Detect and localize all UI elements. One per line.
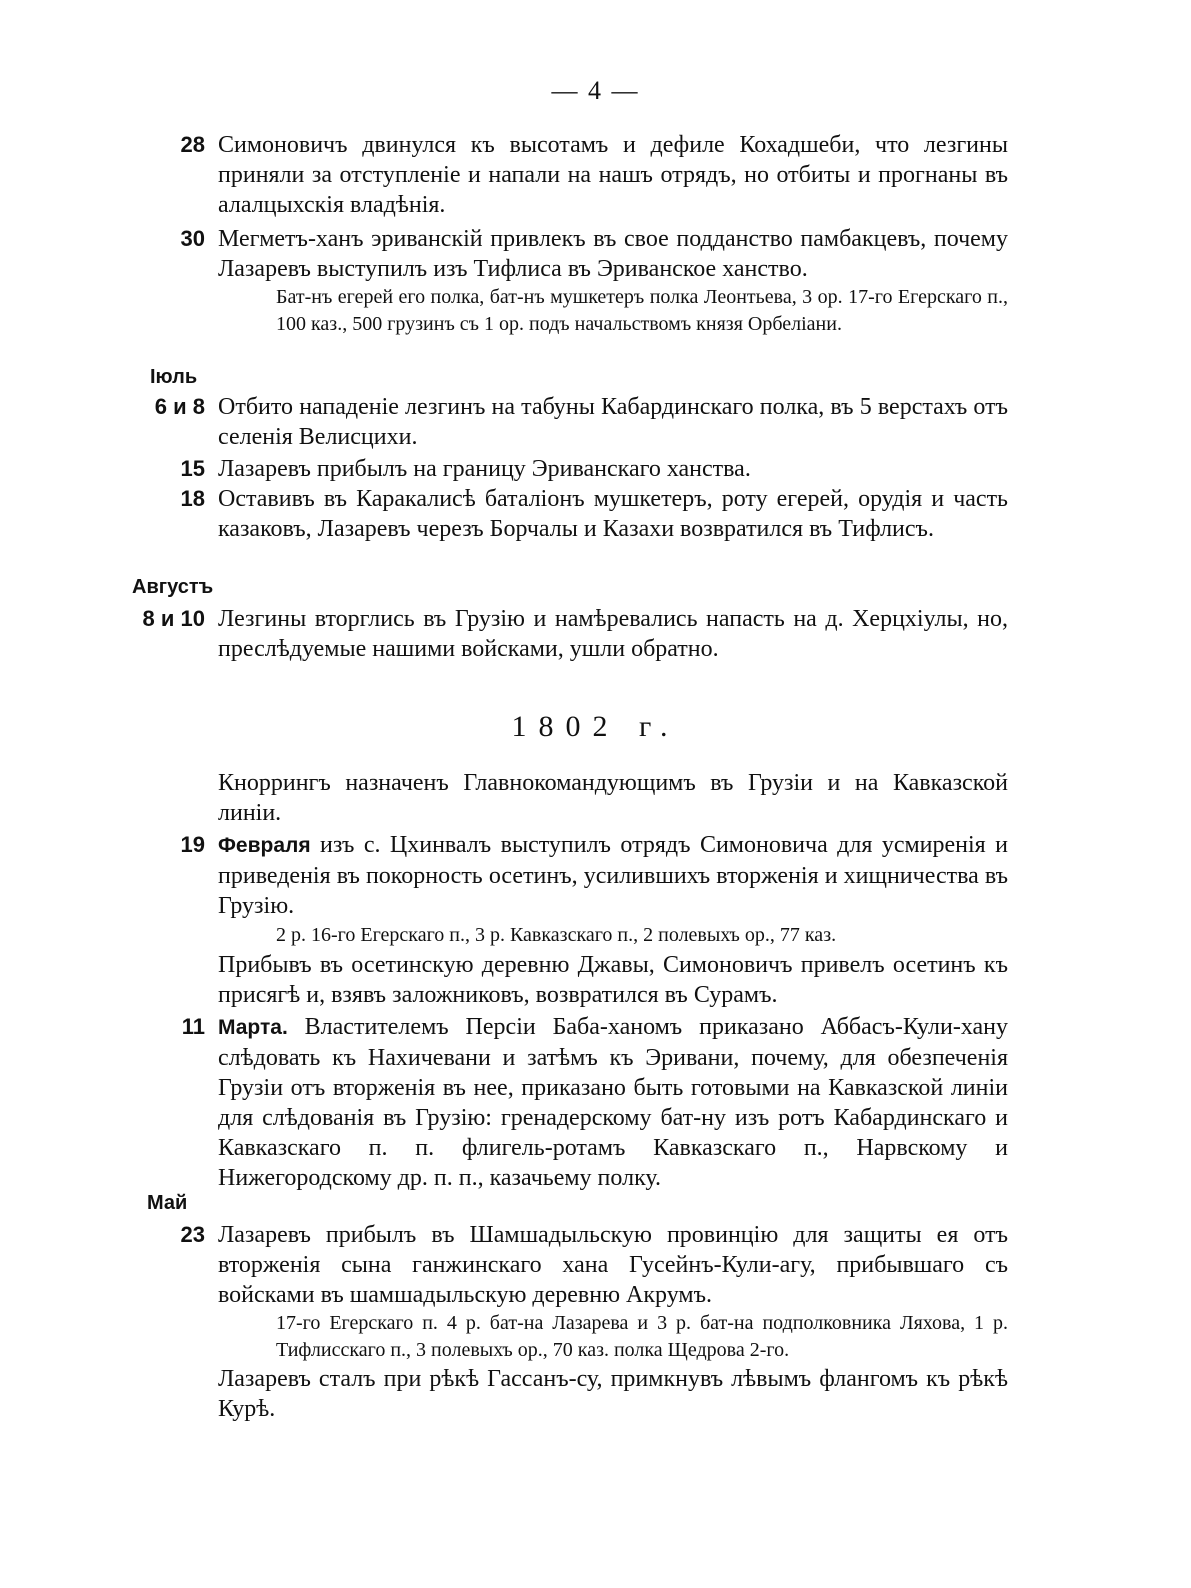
entry-text: Мегметъ-ханъ эриванскій привлекъ въ свое подданство памбакцевъ, почему Лазаревъ выступилъ изъ Тифлиса въ Эриванское ханство. xyxy=(218,226,1008,282)
entry-body: Властителемъ Персіи Баба-ханомъ приказано Аббасъ-Кули-хану слѣдовать къ Нахичевани и затѣмъ къ Эривани, почему, для обезпеченія Грузіи отъ вторженія въ нее, приказано быть готовыми на Кавказской линіи для слѣдованія въ Грузію: гренадерскому бат-ну изъ ротъ Кабардинскаго и Кавказскаго п. п. флигель-ротамъ Кавказскаго п., Нарвскому и Нижегородскому др. п. п., казачьему полку. xyxy=(218,1014,1008,1191)
entry-date: 28 xyxy=(180,132,205,157)
entry-date: 6 и 8 xyxy=(154,394,205,419)
entry-text: Лазаревъ прибылъ въ Шамшадыльскую провинцію для защиты ея отъ вторженія сына ганжинскаго хана Гусейнъ-Кули-агу, прибывшаго съ войсками въ шамшадыльскую деревню Акрумъ. xyxy=(218,1222,1008,1308)
entry-text: Отбито нападеніе лезгинъ на табуны Кабардинскаго полка, въ 5 верстахъ отъ селенія Велисцихи. xyxy=(218,394,1008,450)
month-name: Марта. xyxy=(218,1016,288,1039)
year-heading: 1802 г. xyxy=(511,710,680,743)
entry-date: 15 xyxy=(180,456,205,481)
entry-date: 23 xyxy=(180,1222,205,1247)
entry-note: Бат-нъ егерей его полка, бат-нъ мушкетеръ полка Леонтьева, 3 ор. 17-го Егерскаго п., 100 каз., 500 грузинъ съ 1 ор. подъ начальствомъ князя Орбеліани. xyxy=(276,286,1008,335)
entry-text: Оставивъ въ Каракалисѣ баталіонъ мушкетеръ, роту егерей, орудія и часть казаковъ, Лазаревъ черезъ Борчалы и Казахи возвратился въ Тифлисъ. xyxy=(218,486,1008,542)
entry-text: Прибывъ въ осетинскую деревню Джавы, Симоновичъ привелъ осетинъ къ присягѣ и, взявъ заложниковъ, возвратился въ Сурамъ. xyxy=(218,952,1008,1008)
month-label: Іюль xyxy=(150,366,198,388)
entry-date: 11 xyxy=(181,1014,205,1039)
entry-body: изъ с. Цхинвалъ выступилъ отрядъ Симоновича для усмиренія и приведенія въ покорность осетинъ, усилившихъ вторженія и хищничества въ Грузію. xyxy=(218,832,1008,919)
entry-text: Лезгины вторглись въ Грузію и намѣревались напасть на д. Херцхіулы, но, преслѣдуемые нашими войсками, ушли обратно. xyxy=(218,606,1008,662)
month-name: Февраля xyxy=(218,834,311,857)
entry-text xyxy=(218,830,1008,921)
entry-date: 8 и 10 xyxy=(142,606,205,631)
entry-date: 30 xyxy=(180,226,205,251)
entry-date: 19 xyxy=(180,832,205,857)
entry-note: 2 р. 16-го Егерскаго п., 3 р. Кавказскаго п., 2 полевыхъ ор., 77 каз. xyxy=(276,924,837,946)
page-number: — 4 — xyxy=(551,76,640,105)
entry-text: Лазаревъ сталъ при рѣкѣ Гассанъ-су, примкнувъ лѣвымъ флангомъ къ рѣкѣ Курѣ. xyxy=(218,1366,1008,1422)
entry-text: Симоновичъ двинулся къ высотамъ и дефиле Кохадшеби, что лезгины приняли за отступленіе и напали на нашъ отрядъ, но отбиты и прогнаны въ алалцыхскія владѣнія. xyxy=(218,132,1008,218)
entry-text xyxy=(218,1012,1008,1193)
entry-text: Лазаревъ прибылъ на границу Эриванскаго ханства. xyxy=(218,456,751,482)
entry-note: 17-го Егерскаго п. 4 р. бат-на Лазарева и 3 р. бат-на подполковника Ляхова, 1 р. Тифлисскаго п., 3 полевыхъ ор., 70 каз. полка Щедрова 2-го. xyxy=(276,1312,1008,1361)
month-label: Май xyxy=(147,1192,188,1214)
entry-text: Кноррингъ назначенъ Главнокомандующимъ въ Грузіи и на Кавказской линіи. xyxy=(218,770,1008,826)
entry-date: 18 xyxy=(180,486,205,511)
month-label: Августъ xyxy=(132,576,214,598)
